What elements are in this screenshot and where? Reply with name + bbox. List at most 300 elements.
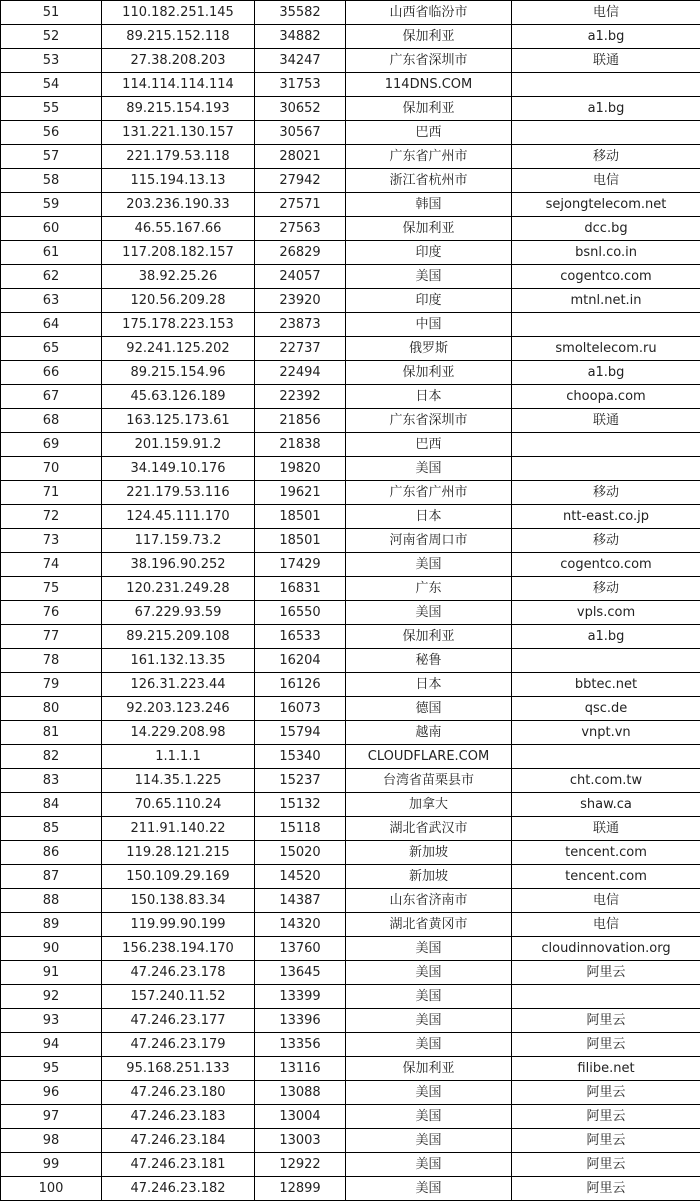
location-cell: 美国: [346, 937, 512, 961]
count-cell: 15132: [255, 793, 346, 817]
rank-cell: 96: [1, 1081, 102, 1105]
isp-cell: a1.bg: [512, 625, 700, 649]
rank-cell: 53: [1, 49, 102, 73]
table-row: [1, 457, 700, 481]
rank-cell: 91: [1, 961, 102, 985]
count-cell: 12899: [255, 1177, 346, 1201]
table-row: [1, 337, 700, 361]
table-row: [1, 481, 700, 505]
table-row: [1, 145, 700, 169]
location-cell: 湖北省黄冈市: [346, 913, 512, 937]
ip-address-cell: 47.246.23.184: [102, 1129, 255, 1153]
location-cell: 日本: [346, 385, 512, 409]
table-row: [1, 553, 700, 577]
rank-cell: 62: [1, 265, 102, 289]
location-cell: 广东省广州市: [346, 145, 512, 169]
count-cell: 22392: [255, 385, 346, 409]
rank-cell: 80: [1, 697, 102, 721]
location-cell: 印度: [346, 289, 512, 313]
ip-address-cell: 38.92.25.26: [102, 265, 255, 289]
table-row: [1, 505, 700, 529]
rank-cell: 66: [1, 361, 102, 385]
table-row: [1, 385, 700, 409]
count-cell: 19621: [255, 481, 346, 505]
table-row: [1, 73, 700, 97]
count-cell: 15020: [255, 841, 346, 865]
table-row: [1, 793, 700, 817]
rank-cell: 76: [1, 601, 102, 625]
isp-cell: cloudinnovation.org: [512, 937, 700, 961]
count-cell: 13004: [255, 1105, 346, 1129]
table-row: [1, 865, 700, 889]
ip-address-cell: 117.159.73.2: [102, 529, 255, 553]
rank-cell: 94: [1, 1033, 102, 1057]
ip-address-cell: 47.246.23.182: [102, 1177, 255, 1201]
ip-address-cell: 211.91.140.22: [102, 817, 255, 841]
isp-cell: 电信: [512, 169, 700, 193]
location-cell: 俄罗斯: [346, 337, 512, 361]
rank-cell: 82: [1, 745, 102, 769]
count-cell: 16831: [255, 577, 346, 601]
isp-cell: choopa.com: [512, 385, 700, 409]
ip-address-cell: 89.215.209.108: [102, 625, 255, 649]
isp-cell: a1.bg: [512, 25, 700, 49]
count-cell: 15118: [255, 817, 346, 841]
rank-cell: 75: [1, 577, 102, 601]
rank-cell: 57: [1, 145, 102, 169]
rank-cell: 51: [1, 1, 102, 25]
table-row: [1, 193, 700, 217]
count-cell: 21838: [255, 433, 346, 457]
ip-address-cell: 201.159.91.2: [102, 433, 255, 457]
ip-address-cell: 150.109.29.169: [102, 865, 255, 889]
isp-cell: 移动: [512, 145, 700, 169]
rank-cell: 95: [1, 1057, 102, 1081]
location-cell: 日本: [346, 673, 512, 697]
ip-address-cell: 120.231.249.28: [102, 577, 255, 601]
isp-cell: vnpt.vn: [512, 721, 700, 745]
table-row: [1, 1177, 700, 1201]
count-cell: 13356: [255, 1033, 346, 1057]
isp-cell: [512, 985, 700, 1009]
rank-cell: 83: [1, 769, 102, 793]
location-cell: 保加利亚: [346, 1057, 512, 1081]
isp-cell: 联通: [512, 409, 700, 433]
count-cell: 13116: [255, 1057, 346, 1081]
table-row: [1, 913, 700, 937]
isp-cell: 阿里云: [512, 1153, 700, 1177]
isp-cell: 电信: [512, 1, 700, 25]
isp-cell: 阿里云: [512, 1081, 700, 1105]
rank-cell: 69: [1, 433, 102, 457]
rank-cell: 70: [1, 457, 102, 481]
count-cell: 13645: [255, 961, 346, 985]
location-cell: 广东: [346, 577, 512, 601]
count-cell: 31753: [255, 73, 346, 97]
count-cell: 16533: [255, 625, 346, 649]
ip-address-cell: 95.168.251.133: [102, 1057, 255, 1081]
rank-cell: 84: [1, 793, 102, 817]
table-row: [1, 313, 700, 337]
ip-address-cell: 131.221.130.157: [102, 121, 255, 145]
location-cell: 美国: [346, 601, 512, 625]
isp-cell: [512, 745, 700, 769]
isp-cell: smoltelecom.ru: [512, 337, 700, 361]
ip-address-cell: 45.63.126.189: [102, 385, 255, 409]
table-row: [1, 697, 700, 721]
ip-address-cell: 114.35.1.225: [102, 769, 255, 793]
location-cell: 韩国: [346, 193, 512, 217]
table-row: [1, 169, 700, 193]
table-row: [1, 529, 700, 553]
isp-cell: [512, 73, 700, 97]
isp-cell: tencent.com: [512, 841, 700, 865]
isp-cell: 联通: [512, 817, 700, 841]
table-row: [1, 25, 700, 49]
isp-cell: vpls.com: [512, 601, 700, 625]
rank-cell: 85: [1, 817, 102, 841]
location-cell: 美国: [346, 1009, 512, 1033]
isp-cell: cogentco.com: [512, 553, 700, 577]
ip-address-cell: 46.55.167.66: [102, 217, 255, 241]
rank-cell: 58: [1, 169, 102, 193]
ip-address-cell: 92.203.123.246: [102, 697, 255, 721]
rank-cell: 67: [1, 385, 102, 409]
ip-address-cell: 89.215.154.96: [102, 361, 255, 385]
ip-address-cell: 221.179.53.118: [102, 145, 255, 169]
location-cell: 越南: [346, 721, 512, 745]
ip-address-cell: 115.194.13.13: [102, 169, 255, 193]
count-cell: 34247: [255, 49, 346, 73]
table-row: [1, 433, 700, 457]
isp-cell: 阿里云: [512, 1105, 700, 1129]
table-row: [1, 721, 700, 745]
isp-cell: a1.bg: [512, 97, 700, 121]
count-cell: 19820: [255, 457, 346, 481]
isp-cell: filibe.net: [512, 1057, 700, 1081]
count-cell: 18501: [255, 505, 346, 529]
location-cell: 美国: [346, 553, 512, 577]
ip-address-cell: 203.236.190.33: [102, 193, 255, 217]
ip-address-cell: 175.178.223.153: [102, 313, 255, 337]
rank-cell: 79: [1, 673, 102, 697]
count-cell: 16073: [255, 697, 346, 721]
location-cell: 美国: [346, 265, 512, 289]
location-cell: 浙江省杭州市: [346, 169, 512, 193]
count-cell: 27563: [255, 217, 346, 241]
location-cell: 新加坡: [346, 841, 512, 865]
table-row: [1, 625, 700, 649]
table-row: [1, 217, 700, 241]
table-row: [1, 769, 700, 793]
ip-address-cell: 89.215.154.193: [102, 97, 255, 121]
location-cell: 广东省广州市: [346, 481, 512, 505]
count-cell: 22494: [255, 361, 346, 385]
table-row: [1, 361, 700, 385]
table-row: [1, 121, 700, 145]
count-cell: 27571: [255, 193, 346, 217]
table-row: [1, 649, 700, 673]
table-row: [1, 577, 700, 601]
rank-cell: 71: [1, 481, 102, 505]
ip-address-cell: 119.99.90.199: [102, 913, 255, 937]
rank-cell: 74: [1, 553, 102, 577]
ip-address-cell: 156.238.194.170: [102, 937, 255, 961]
ip-address-cell: 119.28.121.215: [102, 841, 255, 865]
table-body: [1, 1, 700, 1201]
rank-cell: 55: [1, 97, 102, 121]
location-cell: 日本: [346, 505, 512, 529]
ip-address-cell: 124.45.111.170: [102, 505, 255, 529]
count-cell: 12922: [255, 1153, 346, 1177]
isp-cell: [512, 457, 700, 481]
location-cell: 保加利亚: [346, 97, 512, 121]
rank-cell: 54: [1, 73, 102, 97]
count-cell: 14387: [255, 889, 346, 913]
count-cell: 28021: [255, 145, 346, 169]
isp-cell: shaw.ca: [512, 793, 700, 817]
rank-cell: 87: [1, 865, 102, 889]
count-cell: 13396: [255, 1009, 346, 1033]
ip-address-cell: 47.246.23.180: [102, 1081, 255, 1105]
table-row: [1, 1129, 700, 1153]
count-cell: 35582: [255, 1, 346, 25]
ip-address-cell: 120.56.209.28: [102, 289, 255, 313]
location-cell: 德国: [346, 697, 512, 721]
count-cell: 23920: [255, 289, 346, 313]
count-cell: 14320: [255, 913, 346, 937]
location-cell: 美国: [346, 1105, 512, 1129]
count-cell: 30567: [255, 121, 346, 145]
count-cell: 18501: [255, 529, 346, 553]
location-cell: 保加利亚: [346, 361, 512, 385]
isp-cell: bbtec.net: [512, 673, 700, 697]
table-row: [1, 817, 700, 841]
rank-cell: 77: [1, 625, 102, 649]
table-row: [1, 289, 700, 313]
rank-cell: 52: [1, 25, 102, 49]
isp-cell: cht.com.tw: [512, 769, 700, 793]
count-cell: 15237: [255, 769, 346, 793]
table-row: [1, 937, 700, 961]
rank-cell: 100: [1, 1177, 102, 1201]
table-row: [1, 1057, 700, 1081]
table-row: [1, 265, 700, 289]
location-cell: CLOUDFLARE.COM: [346, 745, 512, 769]
table-row: [1, 409, 700, 433]
location-cell: 巴西: [346, 121, 512, 145]
count-cell: 23873: [255, 313, 346, 337]
rank-cell: 64: [1, 313, 102, 337]
location-cell: 美国: [346, 457, 512, 481]
location-cell: 山东省济南市: [346, 889, 512, 913]
location-cell: 印度: [346, 241, 512, 265]
isp-cell: [512, 433, 700, 457]
isp-cell: 阿里云: [512, 1129, 700, 1153]
isp-cell: dcc.bg: [512, 217, 700, 241]
location-cell: 美国: [346, 985, 512, 1009]
table-row: [1, 97, 700, 121]
count-cell: 22737: [255, 337, 346, 361]
location-cell: 台湾省苗栗县市: [346, 769, 512, 793]
location-cell: 广东省深圳市: [346, 49, 512, 73]
ip-address-cell: 14.229.208.98: [102, 721, 255, 745]
rank-cell: 90: [1, 937, 102, 961]
isp-cell: 移动: [512, 577, 700, 601]
rank-cell: 88: [1, 889, 102, 913]
count-cell: 26829: [255, 241, 346, 265]
location-cell: 美国: [346, 1153, 512, 1177]
location-cell: 广东省深圳市: [346, 409, 512, 433]
ip-address-cell: 47.246.23.177: [102, 1009, 255, 1033]
ip-address-cell: 110.182.251.145: [102, 1, 255, 25]
ip-address-cell: 38.196.90.252: [102, 553, 255, 577]
isp-cell: 电信: [512, 913, 700, 937]
table-row: [1, 961, 700, 985]
isp-cell: tencent.com: [512, 865, 700, 889]
ip-address-cell: 70.65.110.24: [102, 793, 255, 817]
rank-cell: 63: [1, 289, 102, 313]
count-cell: 13399: [255, 985, 346, 1009]
count-cell: 16550: [255, 601, 346, 625]
location-cell: 山西省临汾市: [346, 1, 512, 25]
count-cell: 30652: [255, 97, 346, 121]
rank-cell: 98: [1, 1129, 102, 1153]
isp-cell: 阿里云: [512, 1177, 700, 1201]
table-row: [1, 841, 700, 865]
rank-cell: 61: [1, 241, 102, 265]
location-cell: 保加利亚: [346, 217, 512, 241]
ip-address-cell: 221.179.53.116: [102, 481, 255, 505]
location-cell: 美国: [346, 1129, 512, 1153]
rank-cell: 99: [1, 1153, 102, 1177]
ip-address-cell: 92.241.125.202: [102, 337, 255, 361]
location-cell: 河南省周口市: [346, 529, 512, 553]
isp-cell: [512, 121, 700, 145]
count-cell: 13760: [255, 937, 346, 961]
rank-cell: 86: [1, 841, 102, 865]
ip-address-cell: 67.229.93.59: [102, 601, 255, 625]
location-cell: 巴西: [346, 433, 512, 457]
isp-cell: qsc.de: [512, 697, 700, 721]
ip-address-cell: 114.114.114.114: [102, 73, 255, 97]
count-cell: 24057: [255, 265, 346, 289]
location-cell: 保加利亚: [346, 625, 512, 649]
table-row: [1, 1, 700, 25]
rank-cell: 92: [1, 985, 102, 1009]
count-cell: 16126: [255, 673, 346, 697]
ip-address-cell: 150.138.83.34: [102, 889, 255, 913]
isp-cell: ntt-east.co.jp: [512, 505, 700, 529]
table-row: [1, 1153, 700, 1177]
count-cell: 15794: [255, 721, 346, 745]
isp-cell: 移动: [512, 481, 700, 505]
table-row: [1, 1081, 700, 1105]
isp-cell: a1.bg: [512, 361, 700, 385]
isp-cell: 阿里云: [512, 961, 700, 985]
ip-address-cell: 47.246.23.178: [102, 961, 255, 985]
location-cell: 114DNS.COM: [346, 73, 512, 97]
table-row: [1, 985, 700, 1009]
table-row: [1, 745, 700, 769]
ip-address-cell: 47.246.23.181: [102, 1153, 255, 1177]
count-cell: 15340: [255, 745, 346, 769]
count-cell: 27942: [255, 169, 346, 193]
location-cell: 美国: [346, 961, 512, 985]
rank-cell: 93: [1, 1009, 102, 1033]
table-row: [1, 1009, 700, 1033]
location-cell: 美国: [346, 1081, 512, 1105]
ip-address-cell: 47.246.23.179: [102, 1033, 255, 1057]
rank-cell: 56: [1, 121, 102, 145]
rank-cell: 59: [1, 193, 102, 217]
isp-cell: cogentco.com: [512, 265, 700, 289]
rank-cell: 78: [1, 649, 102, 673]
count-cell: 17429: [255, 553, 346, 577]
rank-cell: 72: [1, 505, 102, 529]
isp-cell: mtnl.net.in: [512, 289, 700, 313]
location-cell: 美国: [346, 1033, 512, 1057]
location-cell: 湖北省武汉市: [346, 817, 512, 841]
ip-address-cell: 117.208.182.157: [102, 241, 255, 265]
count-cell: 14520: [255, 865, 346, 889]
count-cell: 13003: [255, 1129, 346, 1153]
ip-address-cell: 161.132.13.35: [102, 649, 255, 673]
location-cell: 新加坡: [346, 865, 512, 889]
ip-address-cell: 47.246.23.183: [102, 1105, 255, 1129]
table-row: [1, 1105, 700, 1129]
location-cell: 保加利亚: [346, 25, 512, 49]
isp-cell: 移动: [512, 529, 700, 553]
count-cell: 16204: [255, 649, 346, 673]
isp-cell: [512, 313, 700, 337]
ip-address-cell: 27.38.208.203: [102, 49, 255, 73]
count-cell: 34882: [255, 25, 346, 49]
isp-cell: 联通: [512, 49, 700, 73]
count-cell: 13088: [255, 1081, 346, 1105]
location-cell: 美国: [346, 1177, 512, 1201]
isp-cell: [512, 649, 700, 673]
rank-cell: 81: [1, 721, 102, 745]
location-cell: 秘鲁: [346, 649, 512, 673]
count-cell: 21856: [255, 409, 346, 433]
table-row: [1, 1033, 700, 1057]
ip-address-cell: 157.240.11.52: [102, 985, 255, 1009]
isp-cell: 阿里云: [512, 1009, 700, 1033]
table-row: [1, 673, 700, 697]
rank-cell: 65: [1, 337, 102, 361]
table-row: [1, 601, 700, 625]
rank-cell: 89: [1, 913, 102, 937]
location-cell: 中国: [346, 313, 512, 337]
ip-address-cell: 89.215.152.118: [102, 25, 255, 49]
rank-cell: 97: [1, 1105, 102, 1129]
isp-cell: sejongtelecom.net: [512, 193, 700, 217]
ip-address-cell: 163.125.173.61: [102, 409, 255, 433]
rank-cell: 60: [1, 217, 102, 241]
ip-address-cell: 1.1.1.1: [102, 745, 255, 769]
isp-cell: 阿里云: [512, 1033, 700, 1057]
location-cell: 加拿大: [346, 793, 512, 817]
rank-cell: 68: [1, 409, 102, 433]
ip-address-cell: 34.149.10.176: [102, 457, 255, 481]
isp-cell: 电信: [512, 889, 700, 913]
rank-cell: 73: [1, 529, 102, 553]
ip-address-cell: 126.31.223.44: [102, 673, 255, 697]
table-row: [1, 889, 700, 913]
table-row: [1, 49, 700, 73]
table-row: [1, 241, 700, 265]
